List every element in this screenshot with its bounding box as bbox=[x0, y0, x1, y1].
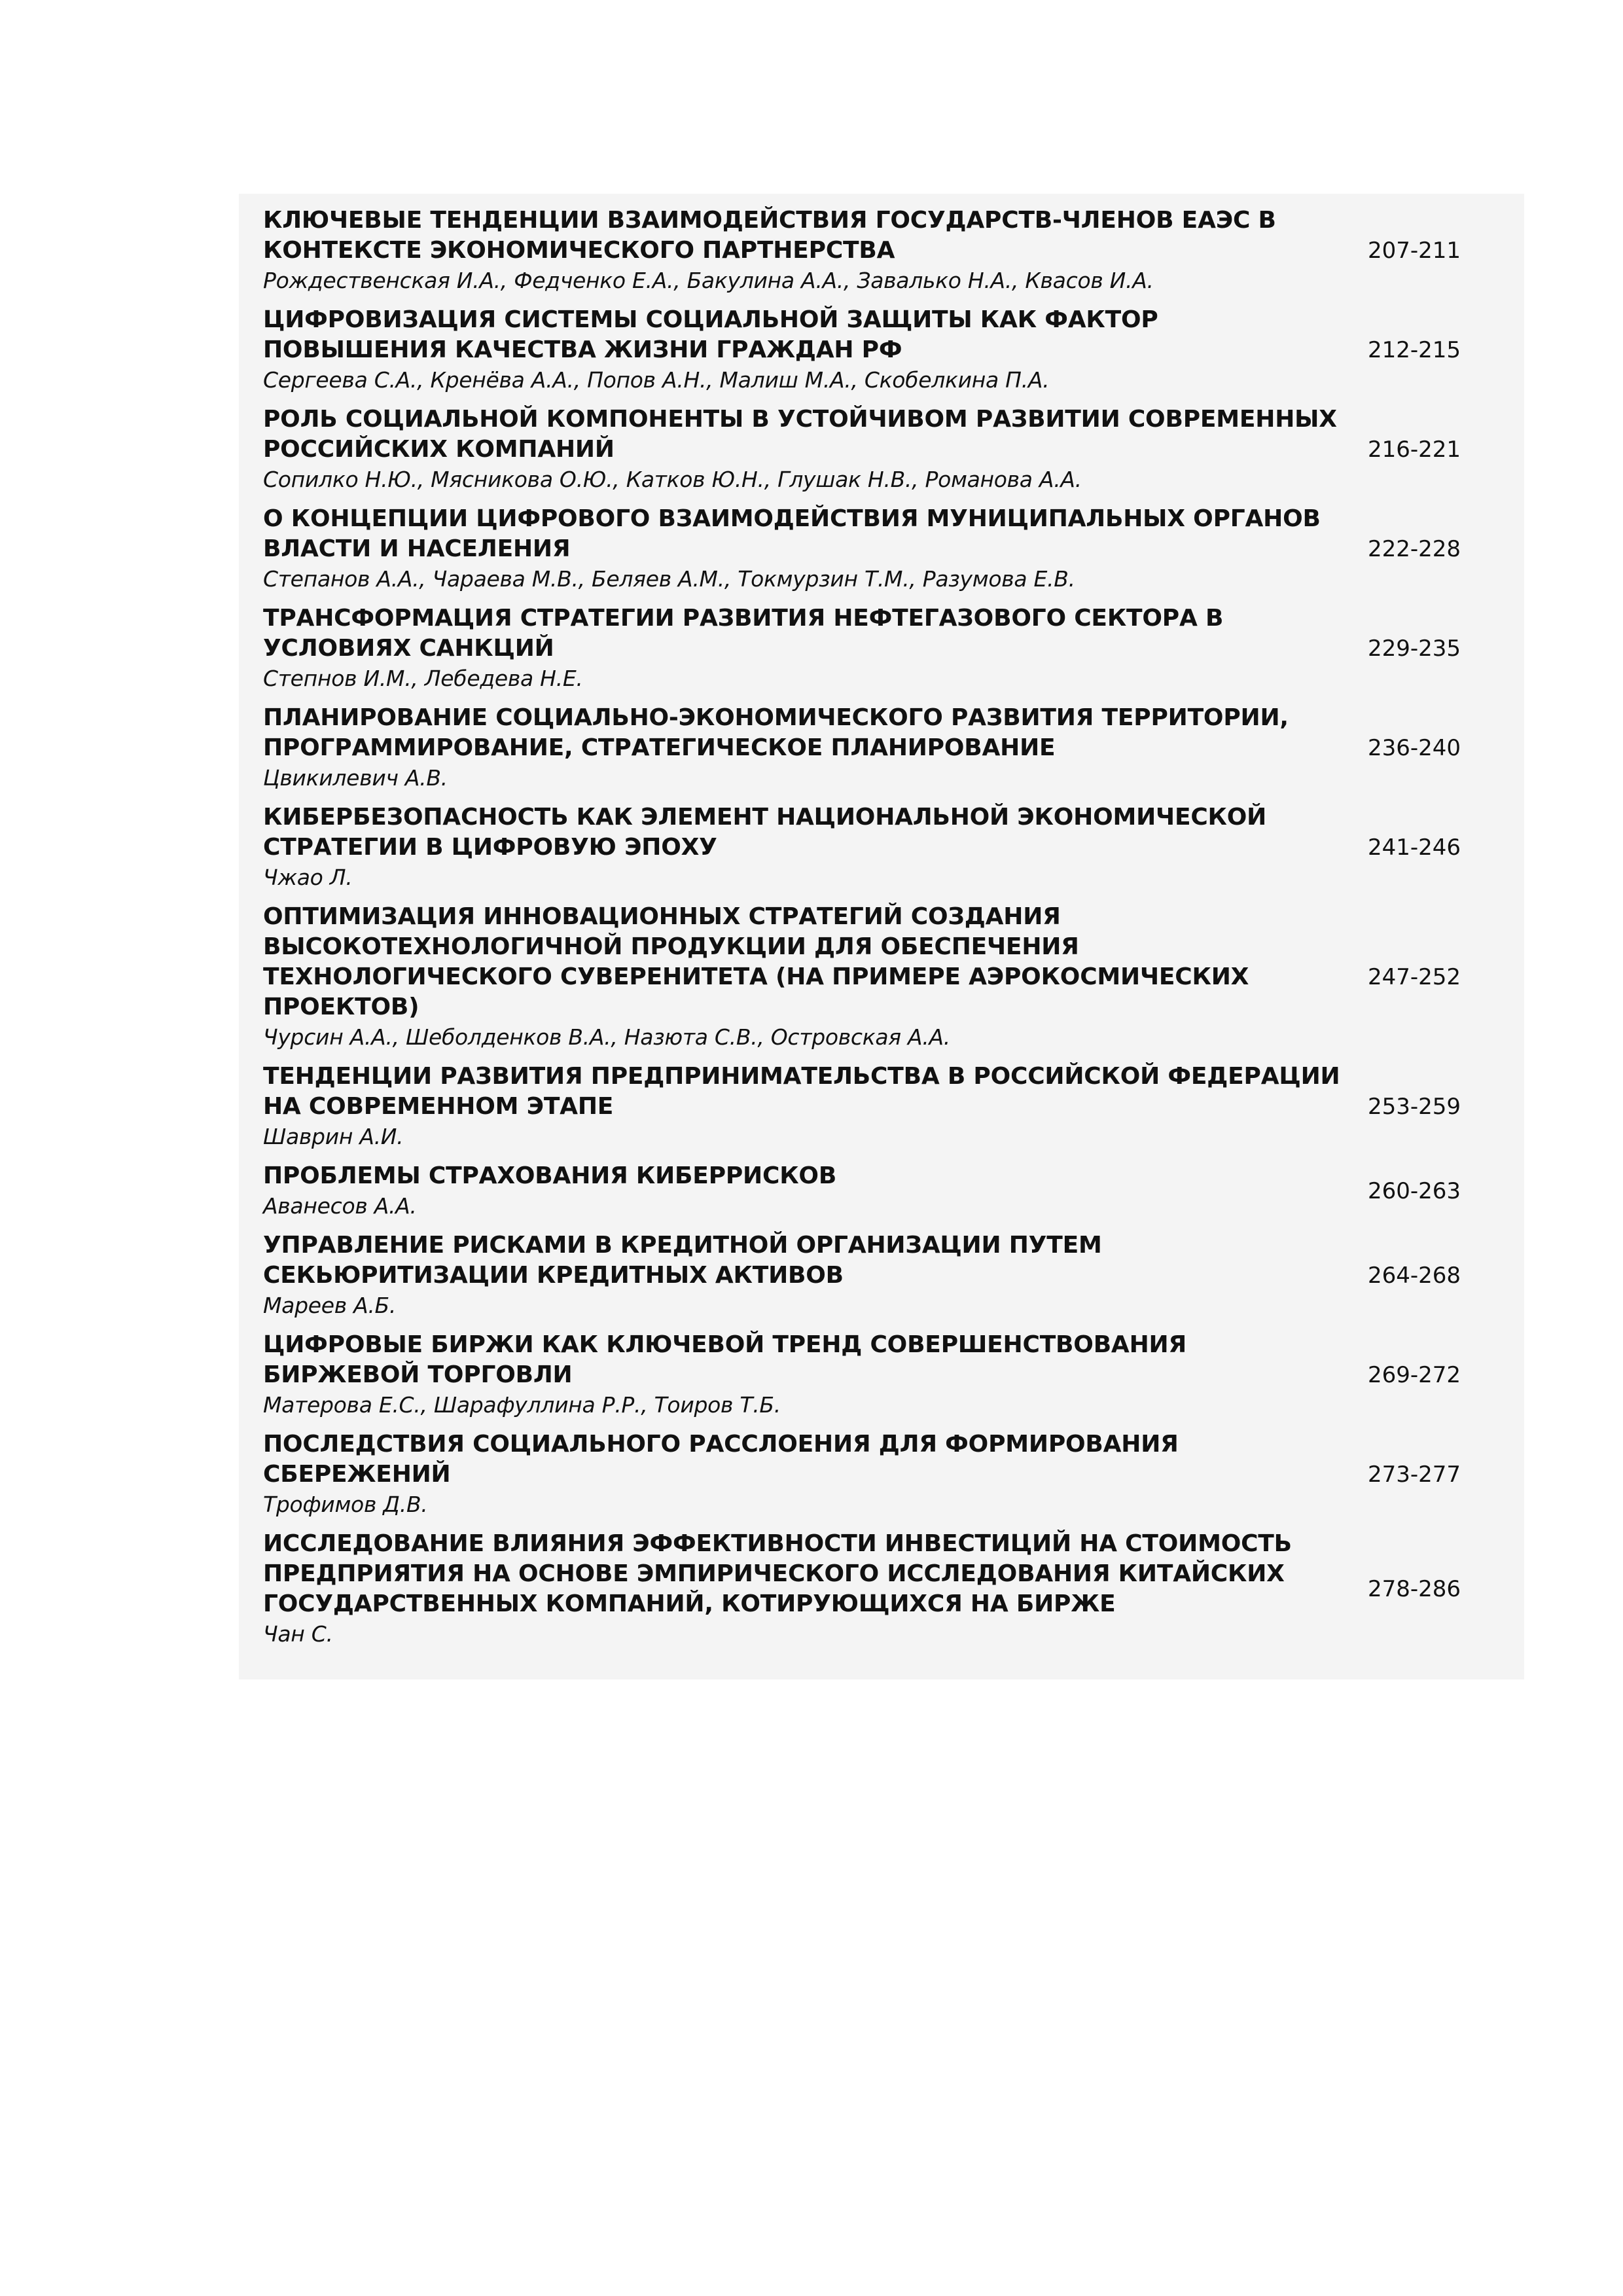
article-title: РОЛЬ СОЦИАЛЬНОЙ КОМПОНЕНТЫ В УСТОЙЧИВОМ РАЗВИТИИ СОВРЕМЕННЫХ РОССИЙСКИХ КОМПАНИЙ bbox=[263, 406, 1337, 463]
toc-entry-text bbox=[263, 703, 1343, 793]
article-title: УПРАВЛЕНИЕ РИСКАМИ В КРЕДИТНОЙ ОРГАНИЗАЦИИ ПУТЕМ СЕКЬЮРИТИЗАЦИИ КРЕДИТНЫХ АКТИВОВ bbox=[263, 1232, 1102, 1289]
toc-entry bbox=[263, 802, 1493, 902]
article-authors: Матерова Е.С., Шарафуллина Р.Р., Тоиров Т.Б. bbox=[263, 1392, 781, 1418]
toc-entry bbox=[263, 1330, 1493, 1429]
toc-entry-text bbox=[263, 1230, 1343, 1321]
toc-entry bbox=[263, 1062, 1493, 1161]
article-authors: Чжао Л. bbox=[263, 865, 353, 890]
toc-entry-text bbox=[263, 802, 1343, 893]
page-range: 207-211 bbox=[1368, 238, 1461, 264]
page-range: 212-215 bbox=[1368, 337, 1461, 363]
page-range: 278-286 bbox=[1368, 1576, 1461, 1602]
article-authors: Аванесов А.А. bbox=[263, 1193, 417, 1219]
article-title: ОПТИМИЗАЦИЯ ИННОВАЦИОННЫХ СТРАТЕГИЙ СОЗДАНИЯ ВЫСОКОТЕХНОЛОГИЧНОЙ ПРОДУКЦИИ ДЛЯ ОБЕСПЕЧЕНИЯ ТЕХНОЛОГИЧЕСКОГО СУВЕРЕНИТЕТА (НА ПРИМЕРЕ АЭРОКОСМИЧЕСКИХ ПРОЕКТОВ) bbox=[263, 903, 1249, 1020]
toc-entry-text bbox=[263, 1429, 1343, 1520]
toc-entry bbox=[263, 1529, 1493, 1659]
toc-entry-text bbox=[263, 902, 1343, 1052]
article-title: ПОСЛЕДСТВИЯ СОЦИАЛЬНОГО РАССЛОЕНИЯ ДЛЯ ФОРМИРОВАНИЯ СБЕРЕЖЕНИЙ bbox=[263, 1431, 1179, 1488]
toc-entry bbox=[263, 1161, 1493, 1230]
article-authors: Степанов А.А., Чараева М.В., Беляев А.М., Токмурзин Т.М., Разумова Е.В. bbox=[263, 566, 1075, 592]
article-authors: Сергеева С.А., Кренёва А.А., Попов А.Н., Малиш М.А., Скобелкина П.А. bbox=[263, 367, 1050, 393]
article-title: КИБЕРБЕЗОПАСНОСТЬ КАК ЭЛЕМЕНТ НАЦИОНАЛЬНОЙ ЭКОНОМИЧЕСКОЙ СТРАТЕГИИ В ЦИФРОВУЮ ЭПОХУ bbox=[263, 804, 1267, 861]
article-authors: Чурсин А.А., Шеболденков В.А., Назюта С.В., Островская А.А. bbox=[263, 1024, 950, 1050]
article-title: ЦИФРОВЫЕ БИРЖИ КАК КЛЮЧЕВОЙ ТРЕНД СОВЕРШЕНСТВОВАНИЯ БИРЖЕВОЙ ТОРГОВЛИ bbox=[263, 1331, 1186, 1388]
toc-entry-text bbox=[263, 404, 1343, 495]
toc-entry bbox=[263, 305, 1493, 404]
toc-entry bbox=[263, 703, 1493, 802]
toc-entry-text bbox=[263, 206, 1343, 296]
article-authors: Сопилко Н.Ю., Мясникова О.Ю., Катков Ю.Н., Глушак Н.В., Романова А.А. bbox=[263, 467, 1082, 492]
page-range: 222-228 bbox=[1368, 536, 1461, 562]
toc-entry bbox=[263, 504, 1493, 603]
article-title: ИССЛЕДОВАНИЕ ВЛИЯНИЯ ЭФФЕКТИВНОСТИ ИНВЕСТИЦИЙ НА СТОИМОСТЬ ПРЕДПРИЯТИЯ НА ОСНОВЕ ЭМПИРИЧЕСКОГО ИССЛЕДОВАНИЯ КИТАЙСКИХ ГОСУДАРСТВЕННЫХ КОМПАНИЙ, КОТИРУЮЩИХСЯ НА БИРЖЕ bbox=[263, 1530, 1292, 1617]
page-range: 260-263 bbox=[1368, 1178, 1461, 1204]
toc-entry-text bbox=[263, 603, 1343, 694]
article-title: ПРОБЛЕМЫ СТРАХОВАНИЯ КИБЕРРИСКОВ bbox=[263, 1162, 837, 1189]
toc-entry bbox=[263, 902, 1493, 1062]
page-range: 236-240 bbox=[1368, 735, 1461, 761]
article-authors: Трофимов Д.В. bbox=[263, 1492, 428, 1517]
table-of-contents-list bbox=[263, 206, 1493, 1659]
article-authors: Степнов И.М., Лебедева Н.Е. bbox=[263, 666, 583, 691]
page-range: 247-252 bbox=[1368, 964, 1461, 990]
toc-entry bbox=[263, 1429, 1493, 1529]
article-title: ТЕНДЕНЦИИ РАЗВИТИЯ ПРЕДПРИНИМАТЕЛЬСТВА В РОССИЙСКОЙ ФЕДЕРАЦИИ НА СОВРЕМЕННОМ ЭТАПЕ bbox=[263, 1063, 1340, 1120]
article-title: ТРАНСФОРМАЦИЯ СТРАТЕГИИ РАЗВИТИЯ НЕФТЕГАЗОВОГО СЕКТОРА В УСЛОВИЯХ САНКЦИЙ bbox=[263, 605, 1224, 662]
page-range: 269-272 bbox=[1368, 1362, 1461, 1388]
page-range: 241-246 bbox=[1368, 834, 1461, 861]
toc-entry-text bbox=[263, 1529, 1343, 1649]
toc-entry bbox=[263, 206, 1493, 305]
toc-entry bbox=[263, 603, 1493, 703]
article-authors: Чан С. bbox=[263, 1621, 333, 1647]
page-range: 273-277 bbox=[1368, 1462, 1461, 1488]
toc-entry-text bbox=[263, 504, 1343, 594]
page-range: 253-259 bbox=[1368, 1094, 1461, 1120]
article-authors: Мареев А.Б. bbox=[263, 1293, 397, 1318]
page-range: 229-235 bbox=[1368, 636, 1461, 662]
article-title: КЛЮЧЕВЫЕ ТЕНДЕНЦИИ ВЗАИМОДЕЙСТВИЯ ГОСУДАРСТВ-ЧЛЕНОВ ЕАЭС В КОНТЕКСТЕ ЭКОНОМИЧЕСКОГО ПАРТНЕРСТВА bbox=[263, 207, 1276, 264]
article-title: О КОНЦЕПЦИИ ЦИФРОВОГО ВЗАИМОДЕЙСТВИЯ МУНИЦИПАЛЬНЫХ ОРГАНОВ ВЛАСТИ И НАСЕЛЕНИЯ bbox=[263, 505, 1321, 562]
page-range: 264-268 bbox=[1368, 1263, 1461, 1289]
article-title: ЦИФРОВИЗАЦИЯ СИСТЕМЫ СОЦИАЛЬНОЙ ЗАЩИТЫ КАК ФАКТОР ПОВЫШЕНИЯ КАЧЕСТВА ЖИЗНИ ГРАЖДАН РФ bbox=[263, 306, 1158, 363]
page-range: 216-221 bbox=[1368, 437, 1461, 463]
toc-entry bbox=[263, 404, 1493, 504]
toc-entry-text bbox=[263, 1161, 1343, 1221]
article-title: ПЛАНИРОВАНИЕ СОЦИАЛЬНО-ЭКОНОМИЧЕСКОГО РАЗВИТИЯ ТЕРРИТОРИИ, ПРОГРАММИРОВАНИЕ, СТРАТЕГИЧЕСКОЕ ПЛАНИРОВАНИЕ bbox=[263, 704, 1289, 761]
article-authors: Шаврин А.И. bbox=[263, 1124, 404, 1149]
article-authors: Рождественская И.А., Федченко Е.А., Бакулина А.А., Завалько Н.А., Квасов И.А. bbox=[263, 268, 1154, 293]
toc-entry-text bbox=[263, 1330, 1343, 1420]
toc-entry-text bbox=[263, 1062, 1343, 1152]
toc-entry-text bbox=[263, 305, 1343, 395]
article-authors: Цвикилевич А.В. bbox=[263, 765, 448, 791]
toc-entry bbox=[263, 1230, 1493, 1330]
